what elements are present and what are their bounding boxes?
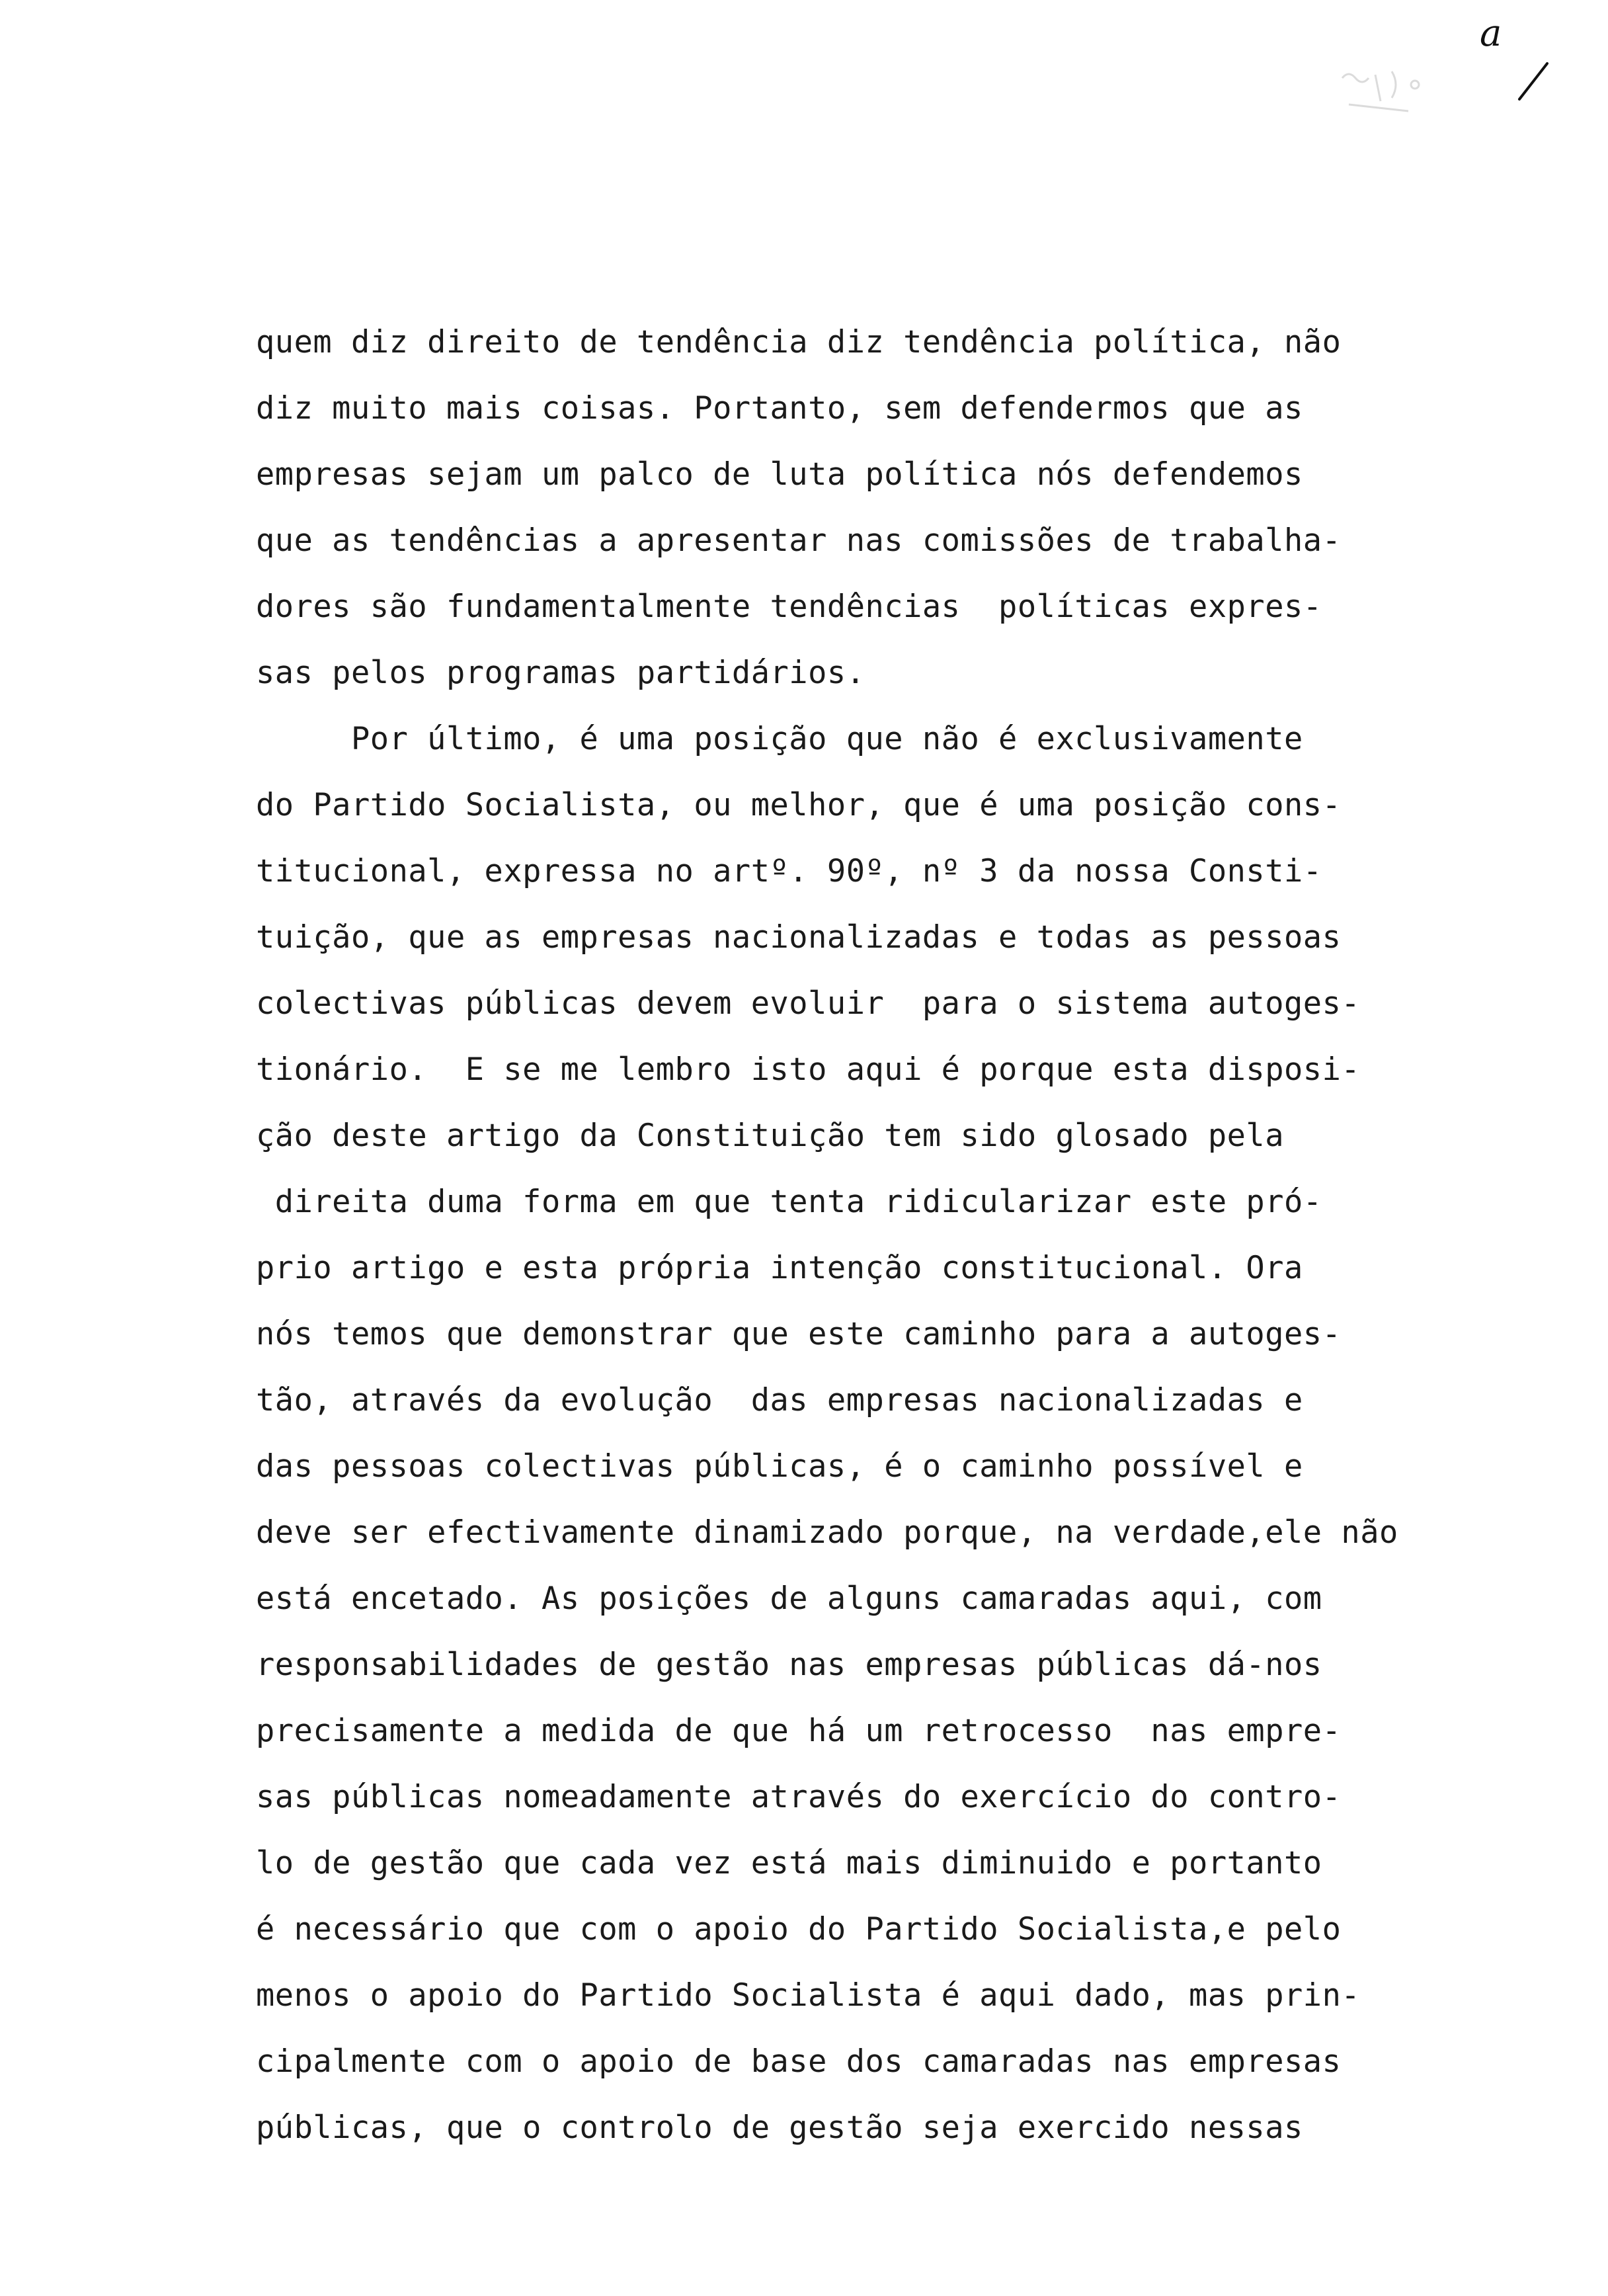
text-line: titucional, expressa no artº. 90º, nº 3 da nossa Consti- (256, 853, 1322, 889)
text-line: tão, através da evolução das empresas nacionalizadas e (256, 1382, 1303, 1418)
handwritten-slash-icon (1474, 12, 1567, 111)
text-line: nós temos que demonstrar que este caminho para a autoges- (256, 1316, 1342, 1352)
text-line: dores são fundamentalmente tendências políticas expres- (256, 589, 1322, 625)
text-line: tionário. E se me lembro isto aqui é porque esta disposi- (256, 1051, 1361, 1088)
faint-archive-stamp-icon (1329, 58, 1435, 131)
text-line: quem diz direito de tendência diz tendência política, não (256, 324, 1342, 360)
text-line: deve ser efectivamente dinamizado porque, na verdade,ele não (256, 1514, 1398, 1551)
text-line: sas pelos programas partidários. (256, 655, 865, 691)
page-letter-mark: a (1480, 12, 1502, 55)
text-line: está encetado. As posições de alguns camaradas aqui, com (256, 1580, 1322, 1617)
text-line: ção deste artigo da Constituição tem sido glosado pela (256, 1118, 1285, 1154)
text-line: Por último, é uma posição que não é exclusivamente (256, 721, 1303, 757)
text-line: direita duma forma em que tenta ridicularizar este pró- (256, 1184, 1322, 1220)
text-line: cipalmente com o apoio de base dos camaradas nas empresas (256, 2043, 1342, 2080)
text-line: das pessoas colectivas públicas, é o caminho possível e (256, 1448, 1303, 1485)
text-line: é necessário que com o apoio do Partido Socialista,e pelo (256, 1911, 1342, 1948)
page-number-mark (1474, 12, 1567, 111)
text-line: precisamente a medida de que há um retrocesso nas empre- (256, 1713, 1342, 1749)
text-line: empresas sejam um palco de luta política nós defendemos (256, 456, 1303, 493)
text-line: responsabilidades de gestão nas empresas públicas dá-nos (256, 1647, 1322, 1683)
text-line: colectivas públicas devem evoluir para o sistema autoges- (256, 985, 1361, 1022)
text-line: sas públicas nomeadamente através do exercício do contro- (256, 1779, 1342, 1815)
text-line: públicas, que o controlo de gestão seja exercido nessas (256, 2110, 1303, 2146)
text-line: diz muito mais coisas. Portanto, sem defendermos que as (256, 390, 1303, 427)
text-line: lo de gestão que cada vez está mais diminuido e portanto (256, 1845, 1322, 1881)
text-line: tuição, que as empresas nacionalizadas e todas as pessoas (256, 919, 1342, 956)
text-line: que as tendências a apresentar nas comissões de trabalha- (256, 522, 1342, 559)
text-line: prio artigo e esta própria intenção constitucional. Ora (256, 1250, 1303, 1286)
text-line: do Partido Socialista, ou melhor, que é uma posição cons- (256, 787, 1342, 823)
text-line: menos o apoio do Partido Socialista é aqui dado, mas prin- (256, 1977, 1361, 2014)
